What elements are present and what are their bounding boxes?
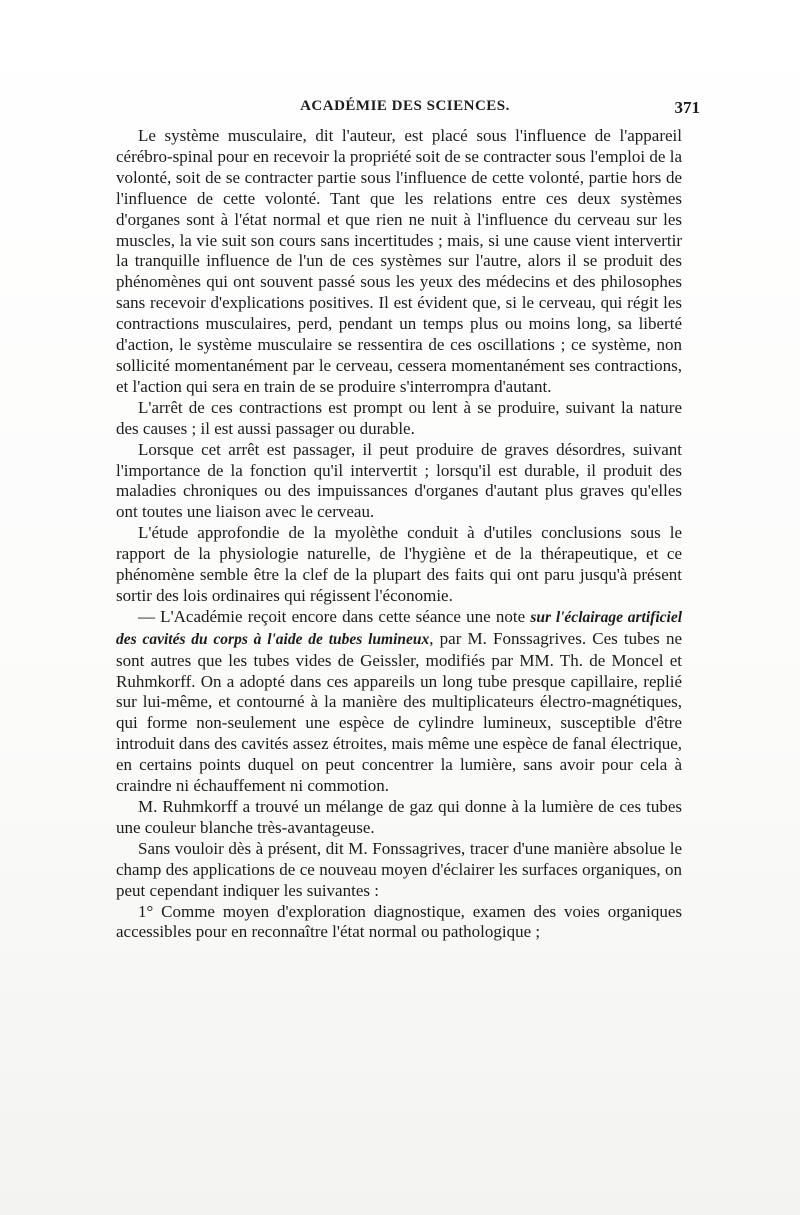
running-title: ACADÉMIE DES SCIENCES. bbox=[300, 98, 510, 114]
academy-note-intro: — L'Académie reçoit encore dans cette séance une note bbox=[138, 606, 531, 626]
paragraph-applications: Sans vouloir dès à présent, dit M. Fonssagrives, tracer d'une manière absolue le champ des applications de ce nouveau moyen d'éclairer les surfaces organiques, on peut cependant indiquer les suivantes : bbox=[116, 838, 682, 900]
paragraph-ruhmkorff: M. Ruhmkorff a trouvé un mélange de gaz qui donne à la lumière de ces tubes une couleur blanche très-avantageuse. bbox=[116, 797, 682, 837]
academy-note-body: , par M. Fonssagrives. Ces tubes ne sont autres que les tubes vides de Geissler, modifiés par MM. Th. de Moncel et Ruhmkorff. On a adopté dans ces appareils un long tube presque capillaire, replié sur lui-même, et contourné à la manière des multiplicateurs électro-magnétiques, qui forme non-seulement une espèce de cylindre lumineux, susceptible d'être introduit dans des cavités assez étroites, mais même une espèce de fanal électrique, en certains points duquel on peut concentrer la lumière, sans avoir pour cela à craindre ni échauffement ni commotion. bbox=[116, 628, 683, 796]
page-header bbox=[110, 98, 700, 124]
paragraph-muscular-system: Le système musculaire, dit l'auteur, est placé sous l'influence de l'appareil cérébro-spinal pour en recevoir la propriété soit de se contracter sous l'emploi de la volonté, soit de se contracter partie sous l'influence de cette volonté, partie hors de l'influence de cette volonté. Tant que les relations entre ces deux systèmes d'organes sont à l'état normal et que rien ne nuit à l'influence du cerveau sur les muscles, la vie suit son cours sans incertitudes ; mais, si une cause vient intervertir la tranquille influence de l'un de ces systèmes sur l'autre, alors il se produit des phénomènes qui ont souvent passé sous les yeux des médecins et des philosophes sans recevoir d'explications positives. Il est évident que, si le cerveau, qui régit les contractions musculaires, perd, pendant un temps plus ou moins long, sa liberté d'action, le système musculaire se ressentira de ces oscillations ; ce système, non sollicité momentanément par le cerveau, cessera momentanément ses contractions, et l'action qui sera en train de se produire s'interrompra d'autant. bbox=[116, 126, 682, 396]
paragraph-myolethe-study: L'étude approfondie de la myolèthe conduit à d'utiles conclusions sous le rapport de la physiologie naturelle, de l'hygiène et de la thérapeutique, et ce phénomène semble être la clef de la plupart des faits qui ont paru jusqu'à présent sortir des lois ordinaires qui régissent l'économie. bbox=[116, 523, 682, 605]
paragraph-first-application: 1° Comme moyen d'exploration diagnostique, examen des voies organiques accessibles pour en reconnaître l'état normal ou pathologique ; bbox=[116, 901, 682, 942]
paragraph-academy-note bbox=[116, 607, 682, 797]
academy-note-title: sur l'éclairage artificiel des cavités du corps à l'aide de tubes lumineux bbox=[116, 608, 683, 648]
paragraph-arrest: L'arrêt de ces contractions est prompt ou lent à se produire, suivant la nature des causes ; il est aussi passager ou durable. bbox=[116, 397, 682, 438]
paragraph-passing-arrest: Lorsque cet arrêt est passager, il peut produire de graves désordres, suivant l'importance de la fonction qu'il intervertit ; lorsqu'il est durable, il produit des maladies chroniques ou des impuissances d'organes d'autant plus graves qu'elles ont toutes une liaison avec le cerveau. bbox=[116, 439, 682, 522]
body-text bbox=[116, 126, 682, 943]
page-number: 371 bbox=[674, 98, 700, 117]
